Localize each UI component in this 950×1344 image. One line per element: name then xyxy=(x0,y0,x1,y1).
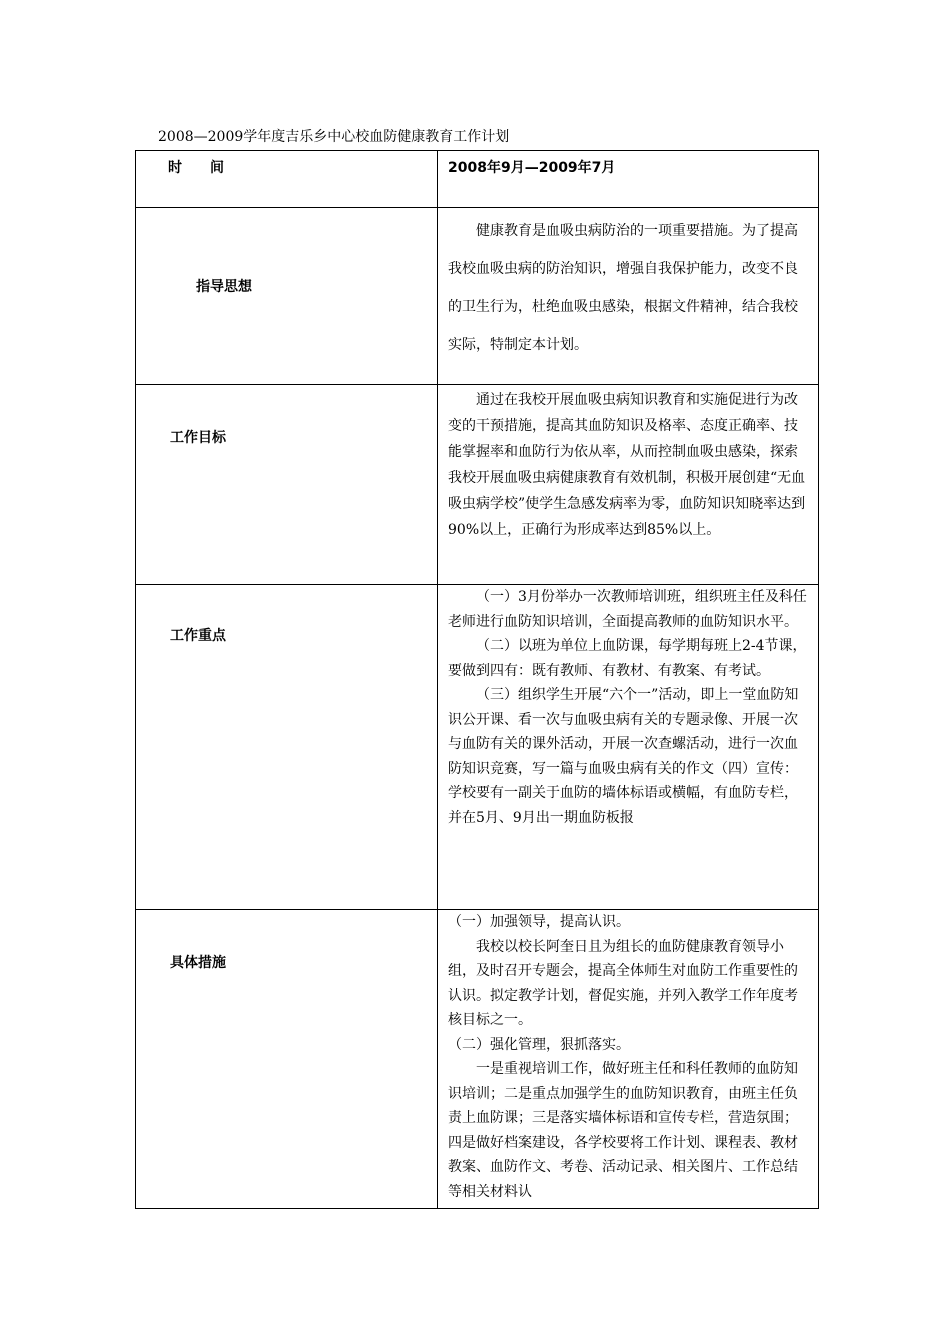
row-label-goal: 工作目标 xyxy=(170,430,226,446)
page-title: 2008—2009学年度吉乐乡中心校血防健康教育工作计划 xyxy=(158,129,510,145)
measures-paragraph-2: 一是重视培训工作，做好班主任和科任教师的血防知识培训；二是重点加强学生的血防知识教育，由班主任负责上血防课；三是落实墙体标语和宣传专栏，营造氛围；四是做好档案建设，各学校要将工作计划、课程表、教材教案、血防作文、考卷、活动记录、相关图片、工作总结等相关材料认 xyxy=(448,1061,798,1200)
content-cell-measures xyxy=(438,910,819,1209)
label-cell-guide xyxy=(136,208,438,385)
content-cell-time xyxy=(438,151,819,208)
row-label-time: 时 间 xyxy=(168,160,224,176)
goal-text: 通过在我校开展血吸虫病知识教育和实施促进行为改变的干预措施，提高其血防知识及格率、态度正确率、技能掌握率和血防行为依从率，从而控制血吸虫感染，探索我校开展血吸虫病健康教育有效机制，积极开展创建“无血吸虫病学校”使学生急感发病率为零，血防知识知晓率达到90%以上，正确行为形成率达到85%以上。 xyxy=(448,392,806,538)
time-range-value: 2008年9月—2009年7月 xyxy=(448,160,616,176)
plan-table xyxy=(135,150,819,1209)
row-label-guide: 指导思想 xyxy=(196,279,252,295)
focus-item-1: （一）3月份举办一次教师培训班，组织班主任及科任老师进行血防知识培训，全面提高教师的血防知识水平。 xyxy=(448,589,807,630)
table-row-focus xyxy=(136,585,819,910)
guide-text: 健康教育是血吸虫病防治的一项重要措施。为了提高我校血吸虫病的防治知识，增强自我保护能力，改变不良的卫生行为，杜绝血吸虫感染，根据文件精神，结合我校实际，特制定本计划。 xyxy=(448,223,798,353)
measures-text xyxy=(438,910,818,1204)
label-cell-goal xyxy=(136,385,438,585)
table-row-measures xyxy=(136,910,819,1209)
table-row-time xyxy=(136,151,819,208)
table-row-guide xyxy=(136,208,819,385)
focus-list xyxy=(438,585,818,830)
focus-item-3: （三）组织学生开展“六个一”活动，即上一堂血防知识公开课、看一次与血吸虫病有关的专题录像、开展一次与血防有关的课外活动，开展一次查螺活动，进行一次血防知识竞赛，写一篇与血吸虫病有关的作文（四）宣传：学校要有一副关于血防的墙体标语或横幅，有血防专栏，并在5月、9月出一期血防板报 xyxy=(448,687,799,826)
measures-heading-2: （二）强化管理，狠抓落实。 xyxy=(448,1036,630,1053)
content-cell-goal xyxy=(438,385,819,585)
focus-item-2: （二）以班为单位上血防课，每学期每班上2-4节课，要做到四有：既有教师、有教材、有教案、有考试。 xyxy=(448,638,807,679)
goal-paragraph xyxy=(438,385,818,543)
label-cell-measures xyxy=(136,910,438,1209)
label-cell-time xyxy=(136,151,438,208)
label-cell-focus xyxy=(136,585,438,910)
measures-content xyxy=(438,910,818,1208)
measures-heading-1: （一）加强领导，提高认识。 xyxy=(448,914,630,930)
content-cell-guide xyxy=(438,208,819,385)
measures-paragraph-1: 我校以校长阿奎日且为组长的血防健康教育领导小组，及时召开专题会，提高全体师生对血防工作重要性的认识。拟定教学计划，督促实施，并列入教学工作年度考核目标之一。 xyxy=(448,938,798,1028)
content-cell-focus xyxy=(438,585,819,910)
guide-paragraph xyxy=(438,208,818,364)
table-row-goal xyxy=(136,385,819,585)
row-label-measures: 具体措施 xyxy=(170,955,226,971)
row-label-focus: 工作重点 xyxy=(170,628,226,644)
